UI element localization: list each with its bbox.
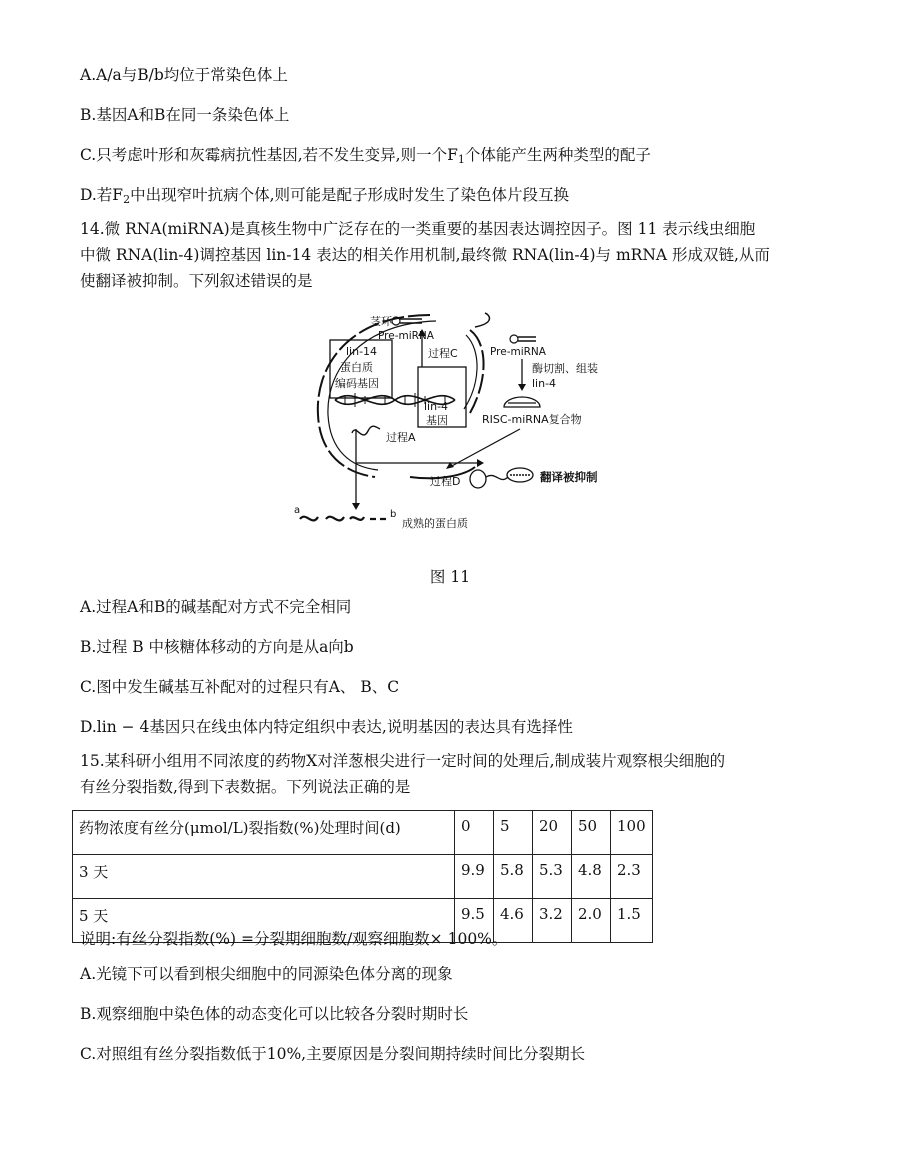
q15-note: 说明:有丝分裂指数(%) =分裂期细胞数/观察细胞数× 100%。: [80, 930, 508, 948]
fig-stem-loop: 茎环: [370, 315, 392, 328]
q14-option-b: B.过程 B 中核糖体移动的方向是从a向b: [80, 638, 354, 656]
table-header-cell: 20: [533, 811, 572, 855]
table-cell: 5.8: [494, 855, 533, 899]
table-header-cell: 药物浓度有丝分(μmol/L)裂指数(%)处理时间(d): [73, 811, 455, 855]
table-cell: 3.2: [533, 899, 572, 943]
figure-11-diagram: [290, 305, 620, 535]
q14-option-d: D.lin − 4基因只在线虫体内特定组织中表达,说明基因的表达具有选择性: [80, 718, 573, 736]
fig-risc-label: RISC-miRNA复合物: [482, 413, 582, 426]
table-header-cell: 50: [572, 811, 611, 855]
fig-translation-inhibited: 翻译被抑制: [540, 470, 598, 484]
fig-lin14-label-3: 编码基因: [335, 377, 379, 390]
fig-process-a: 过程A: [386, 431, 416, 444]
fig-process-c: 过程C: [428, 347, 458, 360]
table-cell: 4.8: [572, 855, 611, 899]
q13-option-a: A.A/a与B/b均位于常染色体上: [80, 66, 288, 84]
table-cell: 2.3: [611, 855, 653, 899]
q13-option-b: B.基因A和B在同一条染色体上: [80, 106, 290, 124]
fig-lin4gene-label-2: 基因: [426, 414, 448, 427]
fig-pre-mirna-2: Pre-miRNA: [490, 346, 546, 358]
table-cell: 9.9: [455, 855, 494, 899]
table-cell: 4.6: [494, 899, 533, 943]
fig-lin14-label-1: lin-14: [346, 345, 378, 358]
table-cell: 5.3: [533, 855, 572, 899]
fig-lin14-label-2: 蛋白质: [340, 361, 373, 374]
fig-pre-mirna-hairpin-2: [510, 335, 536, 343]
fig-enzyme-label: 酶切割、组装: [532, 362, 598, 375]
table-cell: 5 天: [73, 899, 455, 943]
q15-option-a: A.光镜下可以看到根尖细胞中的同源染色体分离的现象: [80, 965, 453, 983]
q13-option-c: C.只考虑叶形和灰霉病抗性基因,若不发生变异,则一个$F_1$个体能产生两种类型的配子: [80, 146, 651, 166]
table-cell: 3 天: [73, 855, 455, 899]
table-row: [73, 855, 653, 899]
fig-pre-mirna-1: Pre-miRNA: [378, 330, 434, 342]
q13-option-d: D.若$F_2$中出现窄叶抗病个体,则可能是配子形成时发生了染色体片段互换: [80, 186, 569, 206]
fig-lin4-label: lin-4: [532, 377, 557, 390]
fig-polysome: [300, 517, 386, 521]
q14-option-c: C.图中发生碱基互补配对的过程只有A、 B、C: [80, 678, 400, 696]
fig-blocked-ribosome: [470, 468, 533, 488]
figure-caption: 图 11: [429, 568, 471, 586]
q15-option-c: C.对照组有丝分裂指数低于10%,主要原因是分裂间期持续时间比分裂期长: [80, 1045, 586, 1063]
table-header-cell: 0: [455, 811, 494, 855]
table-header-cell: 5: [494, 811, 533, 855]
table-cell: 1.5: [611, 899, 653, 943]
table-cell: 2.0: [572, 899, 611, 943]
fig-label-a: a: [294, 505, 301, 516]
fig-risc-complex-shape: [504, 397, 540, 407]
fig-lin4gene-label-1: lin-4: [424, 400, 449, 413]
table-header-cell: 100: [611, 811, 653, 855]
fig-label-b: b: [390, 509, 397, 520]
fig-process-d: 过程D: [430, 475, 461, 488]
q14-option-a: A.过程A和B的碱基配对方式不完全相同: [80, 598, 352, 616]
q15-option-b: B.观察细胞中染色体的动态变化可以比较各分裂时期时长: [80, 1005, 469, 1023]
q14-stem: 14.微 RNA(miRNA)是真核生物中广泛存在的一类重要的基因表达调控因子。图 11 表示线虫细胞 中微 RNA(lin-4)调控基因 lin-14 表达的相关作用机制,最终微 RNA(lin-4)与 mRNA 形成双链,从而 使翻译被抑制。下列叙述错误的是: [80, 220, 770, 290]
table-cell: 9.5: [455, 899, 494, 943]
table-header-row: [73, 811, 653, 855]
fig-mature-protein: 成熟的蛋白质: [402, 517, 468, 530]
q15-stem: 15.某科研小组用不同浓度的药物X对洋葱根尖进行一定时间的处理后,制成装片观察根尖细胞的 有丝分裂指数,得到下表数据。下列说法正确的是: [80, 752, 726, 796]
mitotic-index-table: [72, 810, 653, 943]
